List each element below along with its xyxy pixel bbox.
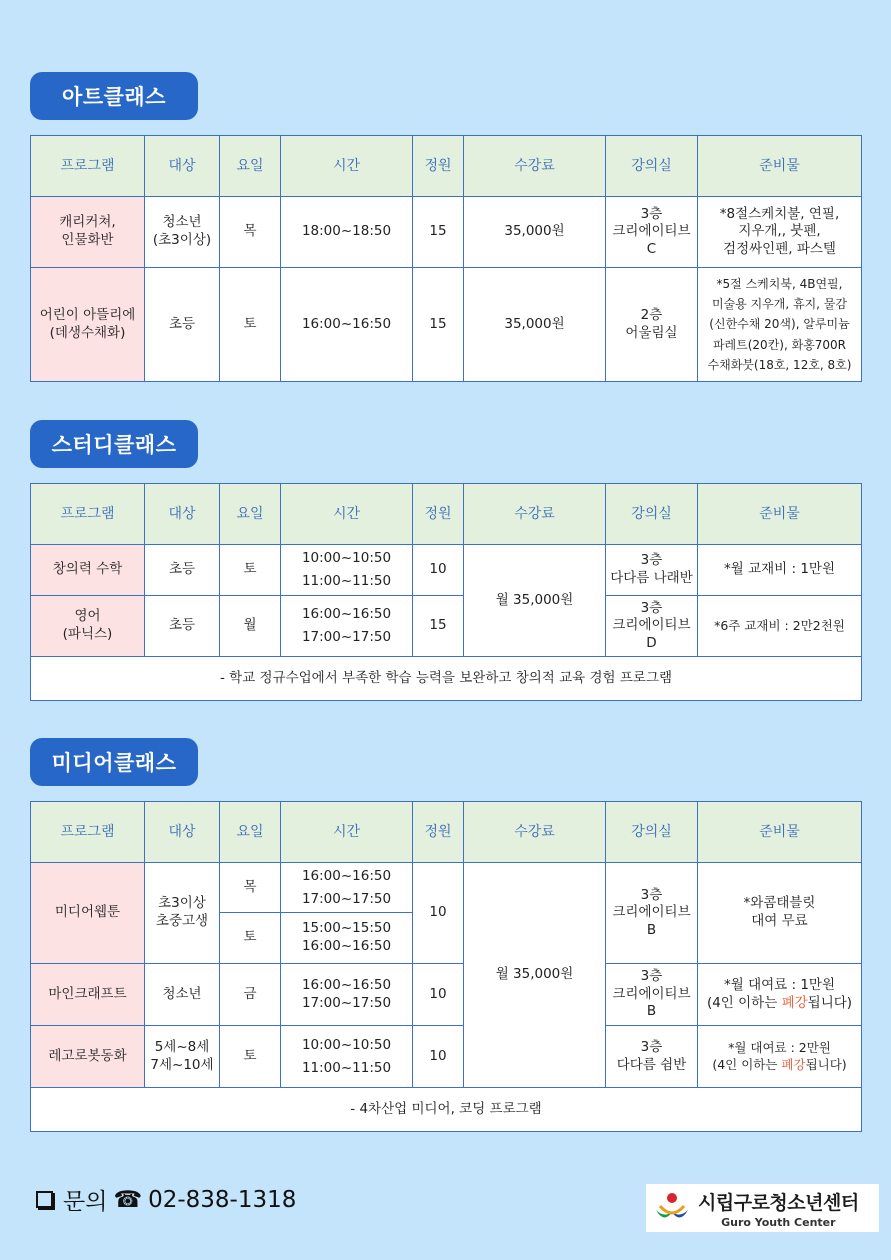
header-program: 프로그램 [31,484,145,545]
header-capacity: 정원 [413,484,464,545]
header-supplies: 준비물 [698,136,862,197]
table-row [31,863,862,913]
fee: 35,000원 [464,197,606,268]
time: 18:00~18:50 [281,197,413,268]
header-day: 요일 [220,136,281,197]
logo-english-name: Guro Youth Center [721,1215,836,1229]
day: 토 [220,913,281,964]
target: 청소년 [145,964,220,1026]
program-name: 창의력 수학 [31,545,145,596]
capacity: 15 [413,268,464,382]
header-target: 대상 [145,484,220,545]
target: 청소년 (초3이상) [145,197,220,268]
art-class-title: 아트클래스 [30,72,198,120]
program-name: 어린이 아뜰리에 (데생수채화) [31,268,145,382]
room: 3층 다다름 나래반 [606,545,698,596]
time: 16:00~16:50 17:00~17:50 [281,863,413,913]
time: 16:00~16:50 17:00~17:50 [281,596,413,657]
supplies [698,1026,862,1088]
fee: 월 35,000원 [464,863,606,1088]
time: 10:00~10:50 11:00~11:50 [281,1026,413,1088]
header-fee: 수강료 [464,484,606,545]
header-supplies: 준비물 [698,484,862,545]
art-class-table [30,135,862,382]
header-time: 시간 [281,484,413,545]
supplies [698,964,862,1026]
program-name: 캐리커쳐, 인물화반 [31,197,145,268]
header-target: 대상 [145,136,220,197]
logo-name: 시립구로청소년센터 [698,1191,859,1214]
program-name: 미디어웹툰 [31,863,145,964]
note-row [31,1088,862,1132]
inquiry-contact [36,1183,296,1216]
table-row [31,1026,862,1088]
table-header-row [31,484,862,545]
time: 10:00~10:50 11:00~11:50 [281,545,413,596]
note-row [31,657,862,701]
day: 월 [220,596,281,657]
supplies-line: (4인 이하는 폐강됩니다) [712,1056,847,1072]
media-class-table [30,801,862,1132]
phone-number[interactable]: 02-838-1318 [148,1186,297,1213]
study-class-title: 스터디클래스 [30,420,198,468]
room: 3층 다다름 쉼반 [606,1026,698,1088]
header-room: 강의실 [606,136,698,197]
table-row [31,545,862,596]
program-name: 영어 (파닉스) [31,596,145,657]
supplies-line: (4인 이하는 폐강됩니다) [706,994,853,1011]
capacity: 15 [413,596,464,657]
header-time: 시간 [281,136,413,197]
header-time: 시간 [281,802,413,863]
capacity: 10 [413,863,464,964]
header-fee: 수강료 [464,136,606,197]
target: 5세~8세 7세~10세 [145,1026,220,1088]
header-room: 강의실 [606,802,698,863]
day: 토 [220,268,281,382]
time: 16:00~16:50 17:00~17:50 [281,964,413,1026]
fee: 35,000원 [464,268,606,382]
supplies: *월 교재비 : 1만원 [698,545,862,596]
study-class-table [30,483,862,701]
day: 토 [220,1026,281,1088]
header-program: 프로그램 [31,136,145,197]
checkbox-icon [36,1191,53,1208]
table-header-row [31,136,862,197]
target: 초등 [145,596,220,657]
table-row [31,268,862,382]
supplies: *6주 교재비 : 2만2천원 [698,596,862,657]
logo-emblem-icon [652,1188,692,1228]
header-capacity: 정원 [413,802,464,863]
header-supplies: 준비물 [698,802,862,863]
header-fee: 수강료 [464,802,606,863]
target: 초3이상 초중고생 [145,863,220,964]
table-row [31,197,862,268]
day: 토 [220,545,281,596]
table-row [31,596,862,657]
room: 3층 크리에이티브 D [606,596,698,657]
day: 금 [220,964,281,1026]
supplies: *8절스케치불, 연필, 지우개,, 붓펜, 검정싸인펜, 파스텔 [698,197,862,268]
capacity: 10 [413,1026,464,1088]
capacity: 10 [413,545,464,596]
capacity: 15 [413,197,464,268]
header-day: 요일 [220,484,281,545]
time: 16:00~16:50 [281,268,413,382]
media-note: - 4차산업 미디어, 코딩 프로그램 [31,1088,862,1132]
room: 3층 크리에이티브 C [606,197,698,268]
header-capacity: 정원 [413,136,464,197]
room: 3층 크리에이티브 B [606,964,698,1026]
supplies: *와콤태블릿 대여 무료 [698,863,862,964]
fee: 월 35,000원 [464,545,606,657]
table-row [31,964,862,1026]
header-day: 요일 [220,802,281,863]
target: 초등 [145,545,220,596]
program-name: 레고로봇동화 [31,1026,145,1088]
time: 15:00~15:50 16:00~16:50 [281,913,413,964]
phone-icon: ☎ [113,1186,143,1213]
room: 3층 크리에이티브 B [606,863,698,964]
room: 2층 어울림실 [606,268,698,382]
media-class-title: 미디어클래스 [30,738,198,786]
header-target: 대상 [145,802,220,863]
day: 목 [220,197,281,268]
inquiry-label: 문의 [63,1189,108,1215]
center-logo [646,1184,879,1232]
capacity: 10 [413,964,464,1026]
cancel-text: 폐강 [781,994,808,1011]
supplies-line: *월 대여료 : 1만원 [723,976,835,993]
day: 목 [220,863,281,913]
header-room: 강의실 [606,484,698,545]
study-note: - 학교 정규수업에서 부족한 학습 능력을 보완하고 창의적 교육 경험 프로그램 [31,657,862,701]
supplies-line: *월 대여료 : 2만원 [728,1040,831,1056]
header-program: 프로그램 [31,802,145,863]
target: 초등 [145,268,220,382]
supplies: *5절 스케치북, 4B연필, 미술용 지우개, 휴지, 물감 (신한수채 20색), 알루미늄 파레트(20칸), 화홍700R 수채화붓(18호, 12호, 8호) [698,268,862,382]
program-name: 마인크래프트 [31,964,145,1026]
cancel-text: 폐강 [781,1056,806,1072]
table-header-row [31,802,862,863]
